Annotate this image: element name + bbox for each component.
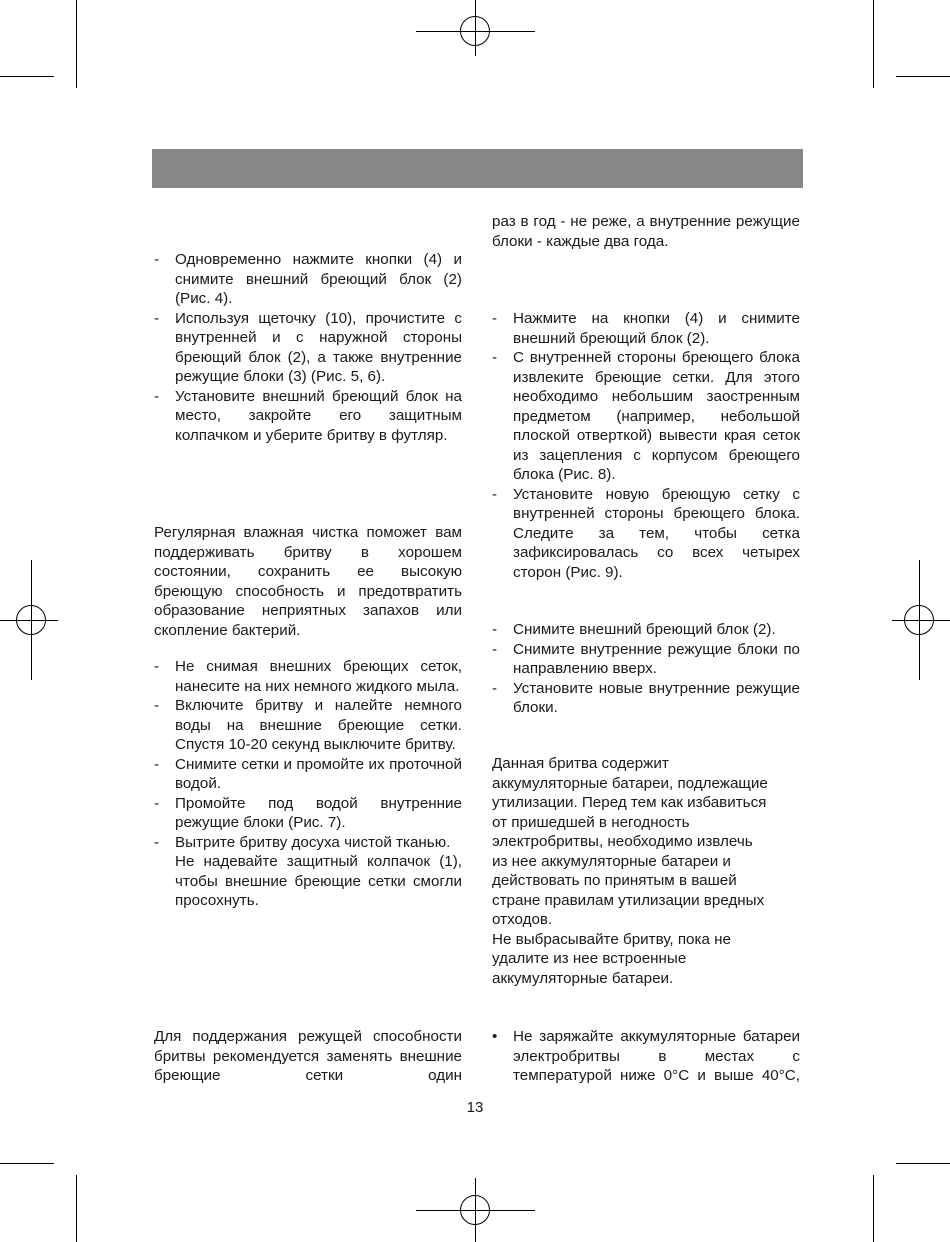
- wet-cleaning-steps-block: [154, 657, 462, 911]
- crop-mark: [896, 1163, 950, 1164]
- list-item: - Снимите сетки и промойте их проточной водой.: [154, 755, 462, 792]
- text-line: Данная бритва содержит: [492, 755, 669, 772]
- battery-disposal-text: [492, 754, 800, 988]
- list-item: - Используя щеточку (10), прочистите с внутренней и с наружной стороны бреющий блок (2), а также внутренние режущие блоки (3) (Рис. 5, 6).: [154, 309, 462, 385]
- text-line: стране правилам утилизации вредных: [492, 891, 765, 909]
- text-line: электробритвы, необходимо извлечь: [492, 833, 753, 850]
- crop-mark: [76, 0, 77, 88]
- list-item: - Снимите внешний бреющий блок (2).: [492, 621, 776, 638]
- list-item: - Вытрите бритву досуха чистой тканью. Не надевайте защитный колпачок (1), чтобы внешние бреющие сетки смогли просохнуть.: [154, 833, 462, 909]
- cutter-replacement-steps: [492, 620, 800, 718]
- crop-mark: [0, 76, 54, 77]
- left-column: [154, 250, 462, 445]
- crop-mark: [76, 1175, 77, 1242]
- wet-cleaning-steps: [154, 657, 462, 911]
- replacement-continuation: раз в год - не реже, а внутренние режущие блоки - каждые два года.: [492, 213, 800, 250]
- list-item: - Установите новую бреющую сетку с внутренней стороны бреющего блока. Следите за тем, чтобы сетка зафиксировалась со всех четырех сторон (Рис. 9).: [492, 485, 800, 581]
- list-item: - Включите бритву и налейте немного воды на внешние бреющие сетки. Спустя 10-20 секунд выключите бритву.: [154, 697, 462, 753]
- text-line: от пришедшей в негодность: [492, 813, 690, 831]
- charging-warning: [492, 1027, 800, 1086]
- list-item: - Одновременно нажмите кнопки (4) и снимите внешний бреющий блок (2) (Рис. 4).: [154, 251, 462, 307]
- text-line: отходов.: [492, 911, 553, 928]
- section-header-bar: [152, 149, 803, 188]
- text-line: утилизации. Перед тем как избавиться: [492, 794, 767, 811]
- wet-cleaning-intro: Регулярная влажная чистка поможет вам поддерживать бритву в хорошем состоянии, сохранить ее высокую бреющую способность и предотвратить образование неприятных запахов или скопление бактерий.: [154, 524, 462, 639]
- crop-mark: [0, 1163, 54, 1164]
- text-line: удалите из нее встроенные: [492, 950, 687, 967]
- list-item: - Установите новые внутренние режущие блоки.: [492, 679, 800, 716]
- crop-mark: [873, 1175, 874, 1242]
- crop-mark: [873, 0, 874, 88]
- list-item: - Нажмите на кнопки (4) и снимите внешний бреющий блок (2).: [492, 310, 800, 347]
- foil-replacement-steps: [492, 309, 800, 582]
- cutter-replacement-block: [492, 620, 800, 718]
- foil-replacement-block: [492, 309, 800, 582]
- list-item: - С внутренней стороны бреющего блока извлеките бреющие сетки. Для этого необходимо небольшим заостренным предметом (например, небольшой плоской отверткой) вывести края сеток из зацепления с корпусом бреющего блока (Рис. 8).: [492, 349, 800, 483]
- bullet-icon: •: [492, 1028, 498, 1045]
- text-line: из нее аккумуляторные батареи и: [492, 852, 731, 870]
- list-item: - Промойте под водой внутренние режущие блоки (Рис. 7).: [154, 794, 462, 831]
- text-line: аккумуляторные батареи.: [492, 969, 674, 987]
- crop-mark: [896, 76, 950, 77]
- text-line: Не выбрасывайте бритву, пока не: [492, 930, 731, 948]
- list-item: - Снимите внутренние режущие блоки по направлению вверх.: [492, 640, 800, 677]
- warning-list: [492, 1027, 800, 1086]
- text-line: аккумуляторные батареи, подлежащие: [492, 774, 768, 792]
- list-item: - Установите внешний бреющий блок на место, закройте его защитным колпачком и уберите бритву в футляр.: [154, 387, 462, 444]
- list-item: - Не снимая внешних бреющих сеток, нанесите на них немного жидкого мыла.: [154, 658, 462, 695]
- replacement-intro: Для поддержания режущей способности бритвы рекомендуется заменять внешние бреющие сетки один: [154, 1028, 462, 1084]
- text-line: действовать по принятым в вашей: [492, 872, 737, 889]
- list-item: • Не заряжайте аккумуляторные батареи электробритвы в местах с температурой ниже 0°С и выше 40°С,: [492, 1028, 800, 1084]
- drying-note: Не надевайте защитный колпачок (1), чтобы внешние бреющие сетки смогли просохнуть.: [175, 853, 462, 909]
- page-number: 13: [466, 1099, 484, 1116]
- dry-cleaning-steps: [154, 250, 462, 445]
